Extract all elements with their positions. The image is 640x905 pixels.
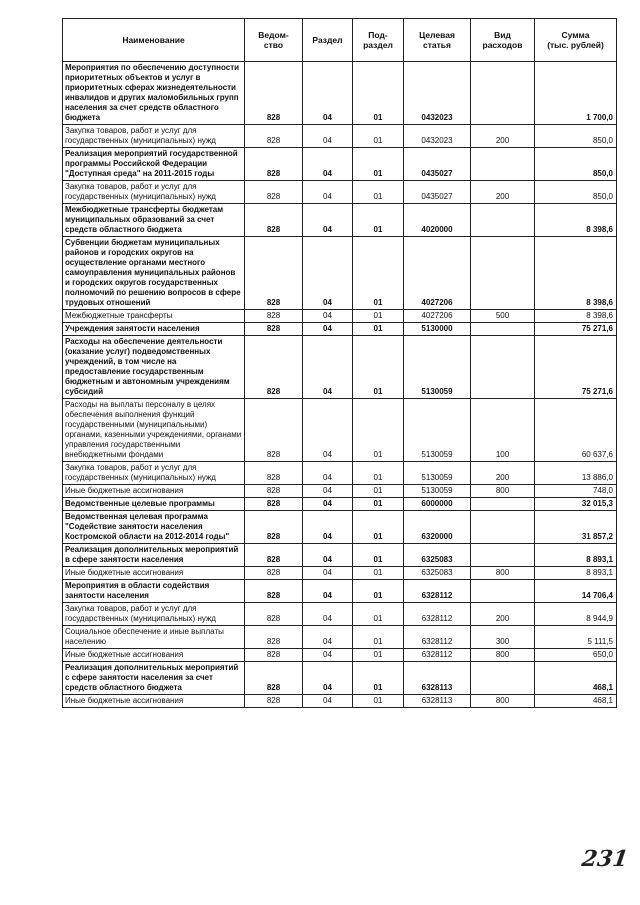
cell-vid: 200 (471, 181, 535, 204)
cell-name: Мероприятия в области содействия занятости населения (63, 580, 245, 603)
cell-podrazdel: 01 (353, 567, 404, 580)
cell-vid (471, 544, 535, 567)
cell-vid: 500 (471, 310, 535, 323)
cell-sum: 850,0 (535, 125, 617, 148)
cell-sum: 8 893,1 (535, 544, 617, 567)
header-vid: Вид расходов (471, 19, 535, 62)
cell-target: 5130059 (404, 399, 471, 462)
cell-target: 4020000 (404, 204, 471, 237)
cell-vedom: 828 (245, 695, 303, 708)
cell-vedom: 828 (245, 462, 303, 485)
cell-name: Ведомственные целевые программы (63, 498, 245, 511)
table-row (63, 237, 617, 310)
cell-podrazdel: 01 (353, 511, 404, 544)
cell-podrazdel: 01 (353, 323, 404, 336)
cell-target: 0435027 (404, 148, 471, 181)
cell-sum: 75 271,6 (535, 323, 617, 336)
table-row (63, 567, 617, 580)
cell-target: 6328112 (404, 603, 471, 626)
cell-vid (471, 148, 535, 181)
cell-razdel: 04 (303, 125, 353, 148)
table-row (63, 204, 617, 237)
cell-razdel: 04 (303, 181, 353, 204)
cell-sum: 13 886,0 (535, 462, 617, 485)
cell-target: 6328113 (404, 662, 471, 695)
cell-name: Расходы на выплаты персоналу в целях обеспечения выполнения функций государственными (муниципальными) органами, казенными учреждениями, органами управления государственными внебюджетными фондами (63, 399, 245, 462)
table-row (63, 336, 617, 399)
cell-vedom: 828 (245, 567, 303, 580)
cell-vid (471, 498, 535, 511)
cell-razdel: 04 (303, 323, 353, 336)
cell-razdel: 04 (303, 204, 353, 237)
cell-sum: 8 944,9 (535, 603, 617, 626)
cell-name: Иные бюджетные ассигнования (63, 695, 245, 708)
table-row (63, 399, 617, 462)
cell-sum: 748,0 (535, 485, 617, 498)
cell-target: 5130059 (404, 485, 471, 498)
cell-vedom: 828 (245, 125, 303, 148)
cell-vedom: 828 (245, 62, 303, 125)
cell-podrazdel: 01 (353, 544, 404, 567)
table-row (63, 626, 617, 649)
cell-vedom: 828 (245, 603, 303, 626)
cell-vedom: 828 (245, 485, 303, 498)
cell-name: Закупка товаров, работ и услуг для государственных (муниципальных) нужд (63, 125, 245, 148)
cell-vedom: 828 (245, 626, 303, 649)
cell-name: Ведомственная целевая программа "Содействие занятости населения Костромской области на 2012-2014 годы" (63, 511, 245, 544)
cell-target: 5130059 (404, 462, 471, 485)
cell-podrazdel: 01 (353, 580, 404, 603)
cell-name: Закупка товаров, работ и услуг для государственных (муниципальных) нужд (63, 462, 245, 485)
header-podrazdel: Под- раздел (353, 19, 404, 62)
cell-vedom: 828 (245, 662, 303, 695)
cell-podrazdel: 01 (353, 310, 404, 323)
cell-name: Иные бюджетные ассигнования (63, 485, 245, 498)
table-row (63, 511, 617, 544)
table-row (63, 580, 617, 603)
table-row (63, 323, 617, 336)
cell-target: 4027206 (404, 310, 471, 323)
table-body (63, 62, 617, 708)
cell-sum: 75 271,6 (535, 336, 617, 399)
cell-podrazdel: 01 (353, 237, 404, 310)
cell-vedom: 828 (245, 310, 303, 323)
table-row (63, 485, 617, 498)
cell-vid (471, 580, 535, 603)
cell-vid: 300 (471, 626, 535, 649)
header-vedom: Ведом- ство (245, 19, 303, 62)
cell-podrazdel: 01 (353, 603, 404, 626)
cell-vid: 200 (471, 462, 535, 485)
cell-razdel: 04 (303, 485, 353, 498)
cell-sum: 650,0 (535, 649, 617, 662)
cell-target: 4027206 (404, 237, 471, 310)
cell-name: Закупка товаров, работ и услуг для государственных (муниципальных) нужд (63, 181, 245, 204)
cell-razdel: 04 (303, 62, 353, 125)
table-row (63, 181, 617, 204)
cell-target: 6328113 (404, 695, 471, 708)
cell-vedom: 828 (245, 204, 303, 237)
cell-vid: 800 (471, 567, 535, 580)
cell-target: 6320000 (404, 511, 471, 544)
cell-vedom: 828 (245, 323, 303, 336)
cell-razdel: 04 (303, 462, 353, 485)
table-row (63, 603, 617, 626)
cell-target: 5130000 (404, 323, 471, 336)
cell-sum: 14 706,4 (535, 580, 617, 603)
cell-podrazdel: 01 (353, 462, 404, 485)
header-sum: Сумма (тыс. рублей) (535, 19, 617, 62)
cell-name: Мероприятия по обеспечению доступности приоритетных объектов и услуг в приоритетных сферах жизнедеятельности инвалидов и других маломобильных групп населения за счет средств областного бюджета (63, 62, 245, 125)
table-header-row (63, 19, 617, 62)
cell-podrazdel: 01 (353, 62, 404, 125)
cell-razdel: 04 (303, 662, 353, 695)
cell-sum: 8 398,6 (535, 237, 617, 310)
table-row (63, 125, 617, 148)
cell-name: Субвенции бюджетам муниципальных районов и городских округов на осуществление органами местного самоуправления муниципальных районов и городских округов государственных полномочий по решению вопросов в сфере трудовых отношений (63, 237, 245, 310)
cell-name: Реализация дополнительных мероприятий с сфере занятости населения за счет средств областного бюджета (63, 662, 245, 695)
cell-target: 6328112 (404, 626, 471, 649)
cell-vedom: 828 (245, 181, 303, 204)
cell-vid (471, 323, 535, 336)
cell-razdel: 04 (303, 310, 353, 323)
cell-vid (471, 237, 535, 310)
table-row (63, 662, 617, 695)
cell-razdel: 04 (303, 148, 353, 181)
cell-vedom: 828 (245, 511, 303, 544)
cell-target: 0435027 (404, 181, 471, 204)
page-number: 231 (580, 846, 630, 872)
cell-vedom: 828 (245, 544, 303, 567)
cell-vedom: 828 (245, 336, 303, 399)
cell-vid: 800 (471, 695, 535, 708)
cell-razdel: 04 (303, 399, 353, 462)
cell-sum: 8 893,1 (535, 567, 617, 580)
cell-sum: 32 015,3 (535, 498, 617, 511)
header-name: Наименование (63, 19, 245, 62)
cell-podrazdel: 01 (353, 498, 404, 511)
cell-target: 0432023 (404, 125, 471, 148)
table-row (63, 148, 617, 181)
cell-razdel: 04 (303, 567, 353, 580)
cell-vid (471, 62, 535, 125)
table-row (63, 498, 617, 511)
cell-vid (471, 662, 535, 695)
table-row (63, 544, 617, 567)
cell-podrazdel: 01 (353, 649, 404, 662)
cell-podrazdel: 01 (353, 485, 404, 498)
cell-target: 6000000 (404, 498, 471, 511)
cell-name: Закупка товаров, работ и услуг для государственных (муниципальных) нужд (63, 603, 245, 626)
cell-target: 6325083 (404, 544, 471, 567)
cell-podrazdel: 01 (353, 399, 404, 462)
cell-name: Межбюджетные трансферты бюджетам муниципальных образований за счет средств областного бюджета (63, 204, 245, 237)
cell-sum: 850,0 (535, 148, 617, 181)
cell-vid: 100 (471, 399, 535, 462)
cell-vid: 800 (471, 649, 535, 662)
cell-vid: 800 (471, 485, 535, 498)
cell-sum: 1 700,0 (535, 62, 617, 125)
table-row (63, 62, 617, 125)
cell-razdel: 04 (303, 498, 353, 511)
cell-vid (471, 511, 535, 544)
cell-podrazdel: 01 (353, 336, 404, 399)
cell-razdel: 04 (303, 544, 353, 567)
cell-vid (471, 204, 535, 237)
cell-vid (471, 336, 535, 399)
cell-razdel: 04 (303, 695, 353, 708)
cell-name: Иные бюджетные ассигнования (63, 649, 245, 662)
cell-podrazdel: 01 (353, 662, 404, 695)
cell-razdel: 04 (303, 580, 353, 603)
cell-sum: 850,0 (535, 181, 617, 204)
cell-name: Иные бюджетные ассигнования (63, 567, 245, 580)
cell-razdel: 04 (303, 603, 353, 626)
cell-target: 5130059 (404, 336, 471, 399)
cell-sum: 468,1 (535, 695, 617, 708)
cell-vid: 200 (471, 125, 535, 148)
cell-target: 6328112 (404, 580, 471, 603)
cell-name: Межбюджетные трансферты (63, 310, 245, 323)
cell-name: Реализация мероприятий государственной программы Российской Федерации "Доступная среда" на 2011-2015 годы (63, 148, 245, 181)
table-row (63, 310, 617, 323)
table-row (63, 462, 617, 485)
cell-podrazdel: 01 (353, 626, 404, 649)
cell-target: 6328112 (404, 649, 471, 662)
cell-razdel: 04 (303, 511, 353, 544)
cell-podrazdel: 01 (353, 148, 404, 181)
cell-vedom: 828 (245, 237, 303, 310)
table-row (63, 649, 617, 662)
header-razdel: Раздел (303, 19, 353, 62)
cell-podrazdel: 01 (353, 204, 404, 237)
cell-sum: 5 111,5 (535, 626, 617, 649)
cell-sum: 468,1 (535, 662, 617, 695)
cell-razdel: 04 (303, 336, 353, 399)
cell-razdel: 04 (303, 626, 353, 649)
cell-podrazdel: 01 (353, 181, 404, 204)
cell-name: Реализация дополнительных мероприятий в сфере занятости населения (63, 544, 245, 567)
cell-sum: 60 637,6 (535, 399, 617, 462)
cell-vedom: 828 (245, 580, 303, 603)
cell-name: Расходы на обеспечение деятельности (оказание услуг) подведомственных учреждений, в том числе на предоставление государственным бюджетным и автономным учреждениям субсидий (63, 336, 245, 399)
cell-name: Учреждения занятости населения (63, 323, 245, 336)
cell-sum: 31 857,2 (535, 511, 617, 544)
cell-vedom: 828 (245, 498, 303, 511)
cell-vedom: 828 (245, 649, 303, 662)
cell-razdel: 04 (303, 237, 353, 310)
cell-vedom: 828 (245, 399, 303, 462)
cell-sum: 8 398,6 (535, 310, 617, 323)
table-row (63, 695, 617, 708)
cell-target: 0432023 (404, 62, 471, 125)
cell-sum: 8 398,6 (535, 204, 617, 237)
cell-podrazdel: 01 (353, 125, 404, 148)
header-target: Целевая статья (404, 19, 471, 62)
budget-table (62, 18, 617, 708)
cell-vid: 200 (471, 603, 535, 626)
cell-target: 6325083 (404, 567, 471, 580)
cell-vedom: 828 (245, 148, 303, 181)
cell-razdel: 04 (303, 649, 353, 662)
cell-podrazdel: 01 (353, 695, 404, 708)
cell-name: Социальное обеспечение и иные выплаты населению (63, 626, 245, 649)
